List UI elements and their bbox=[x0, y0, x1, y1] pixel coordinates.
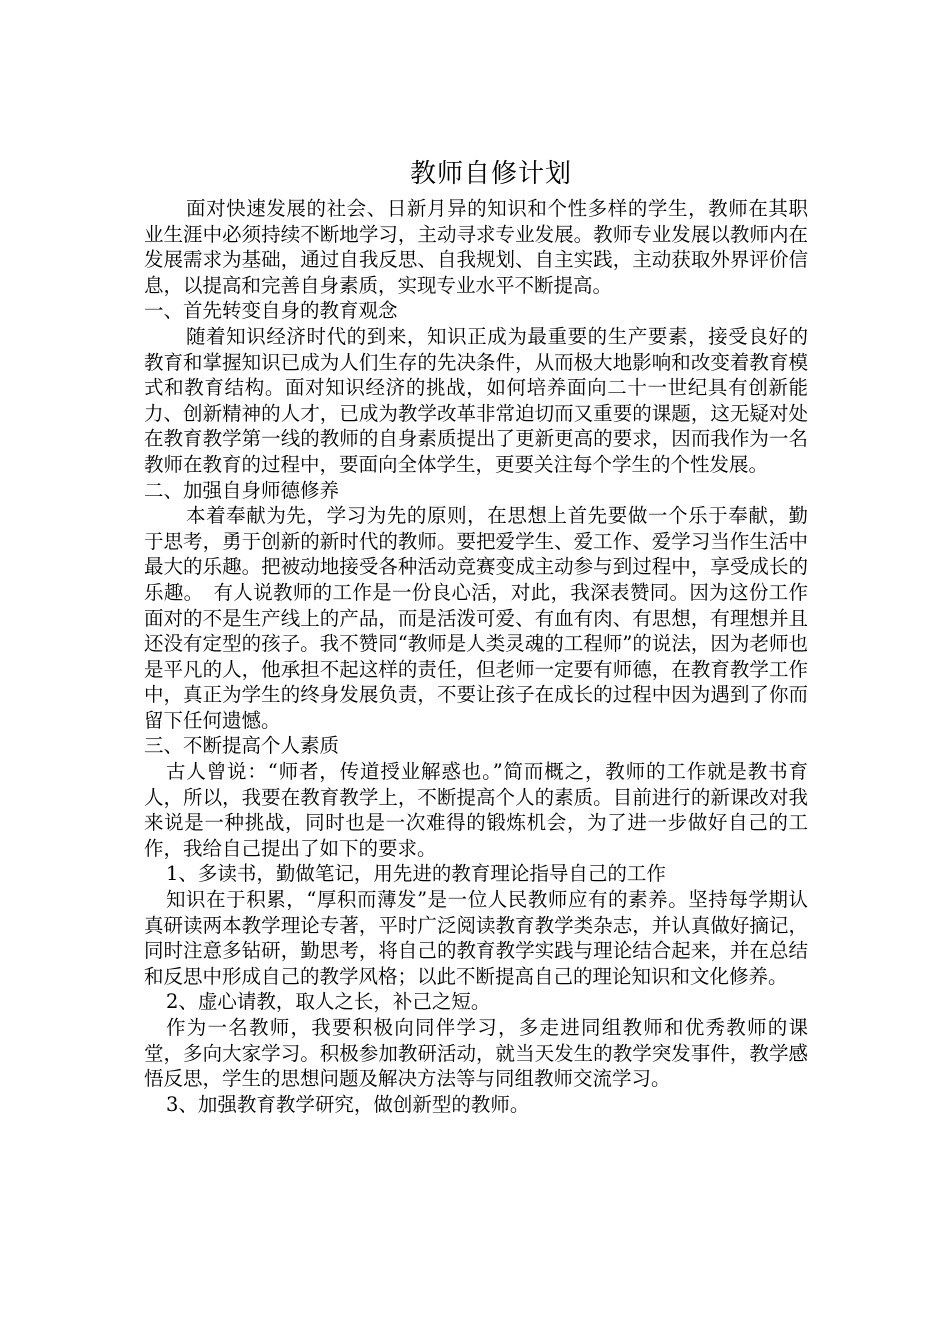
document-page bbox=[144, 152, 808, 1117]
subsection-1-paragraph: 知识在于积累，“厚积而薄发”是一位人民教师应有的素养。坚持每学期认真研读两本教学理论专著，平时广泛阅读教育教学类杂志，并认真做好摘记，同时注意多钻研，勤思考，将自己的教育教学实践与理论结合起来，并在总结和反思中形成自己的教学风格；以此不断提高自己的理论知识和文化修养。 bbox=[144, 888, 808, 988]
section-heading-3: 三、不断提高个人素质 bbox=[144, 734, 340, 758]
subheading-2: 2、虚心请教，取人之长，补己之短。 bbox=[166, 990, 491, 1014]
section-1-paragraph: 随着知识经济时代的到来，知识正成为最重要的生产要素，接受良好的教育和掌握知识已成为人们生存的先决条件，从而极大地影响和改变着教育模式和教育结构。面对知识经济的挑战，如何培养面向二十一世纪具有创新能力、创新精神的人才，已成为教学改革非常迫切而又重要的课题，这无疑对处在教育教学第一线的教师的自身素质提出了更新更高的要求，因而我作为一名教师在教育的过程中，要面向全体学生，更要关注每个学生的个性发展。 bbox=[144, 324, 808, 476]
intro-paragraph: 面对快速发展的社会、日新月异的知识和个性多样的学生，教师在其职业生涯中必须持续不断地学习，主动寻求专业发展。教师专业发展以教师内在发展需求为基础，通过自我反思、自我规划、自主实践，主动获取外界评价信息，以提高和完善自身素质，实现专业水平不断提高。 bbox=[144, 197, 808, 297]
section-2-paragraph: 本着奉献为先，学习为先的原则，在思想上首先要做一个乐于奉献，勤于思考，勇于创新的新时代的教师。要把爱学生、爱工作、爱学习当作生活中最大的乐趣。把被动地接受各种活动竞赛变成主动参与到过程中，享受成长的乐趣。 有人说教师的工作是一份良心活，对此，我深表赞同。因为这份工作面对的不是生产线上的产品，而是活泼可爱、有血有肉、有思想，有理想并且还没有定型的孩子。我不赞同“教师是人类灵魂的工程师”的说法，因为老师也是平凡的人，他承担不起这样的责任，但老师一定要有师德，在教育教学工作中，真正为学生的终身发展负责，不要让孩子在成长的过程中因为遇到了你而留下任何遗憾。 bbox=[144, 504, 808, 732]
section-heading-2: 二、加强自身师德修养 bbox=[144, 478, 340, 502]
document-title: 教师自修计划 bbox=[409, 159, 572, 189]
subheading-1: 1、多读书，勤做笔记，用先进的教育理论指导自己的工作 bbox=[166, 862, 666, 886]
section-heading-1: 一、首先转变自身的教育观念 bbox=[144, 299, 398, 323]
section-3-paragraph: 古人曾说：“师者，传道授业解惑也。”简而概之，教师的工作就是教书育人，所以，我要在教育教学上，不断提高个人的素质。目前进行的新课改对我来说是一种挑战，同时也是一次难得的锻炼机会，为了进一步做好自己的工作，我给自己提出了如下的要求。 bbox=[144, 760, 808, 860]
subsection-2-paragraph: 作为一名教师，我要积极向同伴学习，多走进同组教师和优秀教师的课堂，多向大家学习。积极参加教研活动，就当天发生的教学突发事件，教学感悟反思，学生的思想问题及解决方法等与同组教师交流学习。 bbox=[144, 1016, 808, 1091]
subheading-3: 3、加强教育教学研究，做创新型的教师。 bbox=[166, 1092, 530, 1116]
